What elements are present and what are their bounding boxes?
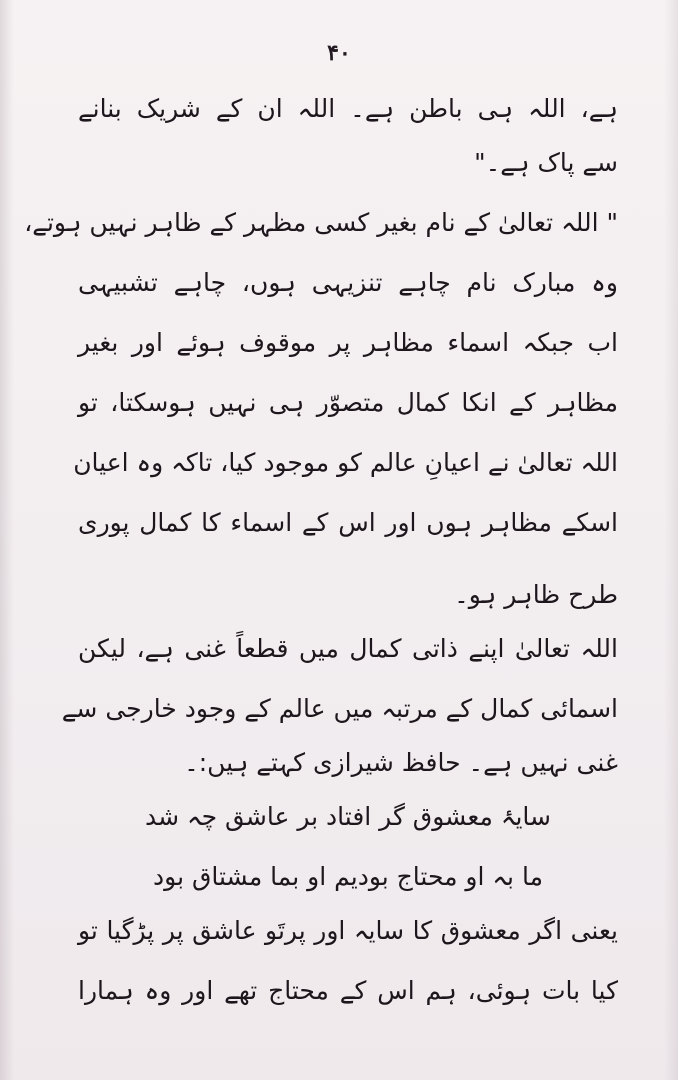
body-text [24,92,618,1008]
text-line: غنی نہیں ہے۔ حافظ شیرازی کہتے ہیں:۔ [184,748,618,777]
text-line: وہ مبارک نام چاہے تنزیہی ہوں، چاہے تشبیہی [78,268,618,297]
page-right-edge-shadow [664,0,678,1080]
text-line: " اللہ تعالیٰ کے نام بغیر کسی مظہر کے ظاہر نہیں ہوتے، [24,208,618,237]
verse-line: ما بہ او محتاج بودیم او بما مشتاق بود [153,862,543,891]
verse-line: سایۂ معشوق گر افتاد بر عاشق چہ شد [144,802,551,831]
text-line: سے پاک ہے۔" [474,148,618,177]
text-line: ہے، اللہ ہی باطن ہے۔ اللہ ان کے شریک بنانے [78,94,618,123]
text-line: اسکے مظاہر ہوں اور اس کے اسماء کا کمال پوری [78,508,618,537]
text-line: کیا بات ہوئی، ہم اس کے محتاج تھے اور وہ ہمارا [78,976,618,1005]
text-line: اللہ تعالیٰ اپنے ذاتی کمال میں قطعاً غنی ہے، لیکن [78,634,618,663]
text-line: اسمائی کمال کے مرتبہ میں عالم کے وجود خارجی سے [61,694,618,723]
text-line: طرح ظاہر ہو۔ [454,580,618,609]
page-left-edge-shadow [0,0,14,1080]
text-line: یعنی اگر معشوق کا سایہ اور پرتَو عاشق پر پڑگیا تو [78,916,618,945]
page-number: ۴۰ [327,40,351,66]
text-line: مظاہر کے انکا کمال متصوّر ہی نہیں ہوسکتا، تو [78,388,618,417]
text-line: اللہ تعالیٰ نے اعیانِ عالم کو موجود کیا، تاکہ وہ اعیان [73,448,618,477]
text-line: اب جبکہ اسماء مظاہر پر موقوف ہوئے اور بغیر [78,328,618,357]
